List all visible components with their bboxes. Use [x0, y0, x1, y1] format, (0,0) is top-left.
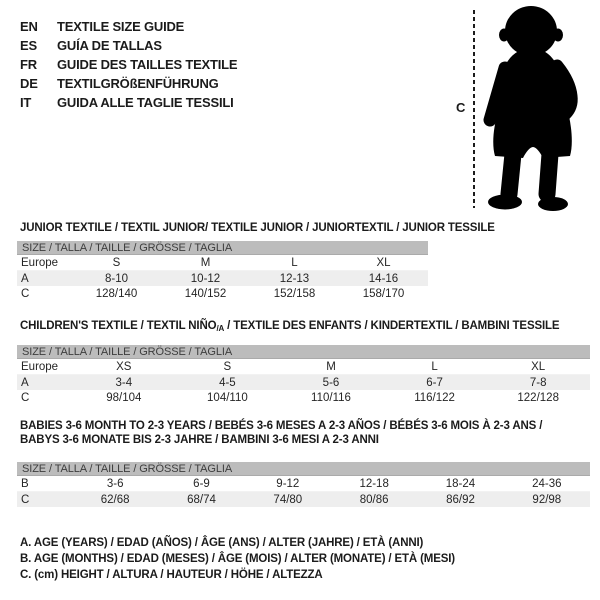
babies-title-line2: BABYS 3-6 MONATE BIS 2-3 JAHRE / BAMBINI 3-6 MESI A 2-3 ANNI: [20, 434, 379, 446]
babies-table-title: [20, 419, 542, 447]
language-row: [20, 55, 237, 74]
size-cell: 3-6: [72, 476, 158, 492]
table-row: [17, 271, 428, 287]
size-cell: 3-4: [115, 376, 133, 389]
language-title: GUÍA DE TALLAS: [57, 38, 162, 53]
language-title: TEXTILE SIZE GUIDE: [57, 19, 185, 34]
size-header-bar: SIZE / TALLA / TAILLE / GRÖSSE / TAGLIA: [17, 462, 590, 476]
row-label: B: [17, 476, 72, 492]
size-cell: S: [176, 359, 280, 375]
language-row: [20, 74, 237, 93]
row-label: C: [21, 493, 30, 506]
table-row: [17, 359, 590, 375]
table-row: [17, 286, 428, 301]
row-label: C: [21, 391, 30, 404]
footnote-age-months: B. AGE (MONTHS) / EDAD (MESES) / ÂGE (MOIS) / ALTER (MONATE) / ETÀ (MESI): [20, 553, 455, 565]
size-cell: 122/128: [517, 391, 559, 404]
size-cell: 98/104: [106, 391, 142, 404]
language-title: TEXTILGRÖßENFÜHRUNG: [57, 76, 219, 91]
size-cell: 14-16: [368, 272, 399, 285]
language-code: IT: [20, 95, 32, 110]
language-row: [20, 93, 237, 112]
children-size-table: [17, 345, 590, 405]
size-cell: S: [72, 255, 161, 271]
babies-size-table: [17, 462, 590, 507]
row-label: Europe: [17, 255, 72, 271]
size-cell: L: [383, 359, 487, 375]
footnote-age-years: A. AGE (YEARS) / EDAD (AÑOS) / ÂGE (ANS) / ALTER (JAHRE) / ETÀ (ANNI): [20, 537, 424, 549]
babies-title-line1: BABIES 3-6 MONTH TO 2-3 YEARS / BEBÉS 3-6 MESES A 2-3 AÑOS / BÉBÉS 3-6 MOIS À 2-3 ANS /: [20, 420, 543, 432]
size-cell: 24-36: [504, 476, 590, 492]
junior-table-title: JUNIOR TEXTILE / TEXTIL JUNIOR/ TEXTILE JUNIOR / JUNIORTEXTIL / JUNIOR TESSILE: [20, 222, 495, 234]
table-row: [17, 476, 590, 492]
size-cell: 80/86: [359, 493, 389, 506]
row-label: C: [21, 287, 30, 300]
size-cell: 68/74: [187, 493, 216, 506]
height-measure-dotted-line: [473, 10, 475, 208]
size-cell: 74/80: [273, 493, 303, 506]
height-measure-label: C: [456, 100, 466, 115]
size-cell: 110/116: [311, 391, 351, 404]
table-row: [17, 390, 590, 405]
junior-size-table: [17, 241, 428, 301]
size-cell: 5-6: [322, 376, 340, 389]
size-cell: 104/110: [207, 391, 248, 404]
footnotes: [20, 535, 455, 583]
size-cell: 10-12: [190, 272, 221, 285]
language-title-block: [20, 17, 237, 112]
size-cell: 152/158: [273, 287, 316, 300]
size-cell: 6-9: [158, 476, 244, 492]
language-row: [20, 36, 237, 55]
size-cell: 12-18: [331, 476, 417, 492]
size-cell: 86/92: [446, 493, 475, 506]
size-cell: XS: [72, 359, 176, 375]
size-cell: M: [161, 255, 250, 271]
size-header-bar: SIZE / TALLA / TAILLE / GRÖSSE / TAGLIA: [17, 241, 428, 255]
size-cell: 128/140: [95, 287, 138, 300]
size-cell: 140/152: [184, 287, 227, 300]
language-row: [20, 17, 237, 36]
size-cell: XL: [486, 359, 590, 375]
language-code: ES: [20, 38, 37, 53]
size-cell: M: [279, 359, 383, 375]
size-cell: 62/68: [100, 493, 130, 506]
size-cell: 116/122: [414, 391, 455, 404]
children-title-sub: /A: [216, 324, 225, 333]
size-cell: 7-8: [529, 376, 547, 389]
language-title: GUIDE DES TAILLES TEXTILE: [57, 57, 238, 72]
language-code: FR: [20, 57, 37, 72]
size-cell: 4-5: [219, 376, 236, 389]
table-row: [17, 492, 590, 508]
language-code: EN: [20, 19, 38, 34]
row-label: A: [21, 376, 29, 389]
language-code: DE: [20, 76, 38, 91]
table-row: [17, 255, 428, 271]
toddler-silhouette-image: [481, 4, 586, 214]
size-cell: L: [250, 255, 339, 271]
size-cell: 12-13: [279, 272, 310, 285]
children-table-title: [20, 319, 559, 336]
table-row: [17, 375, 590, 391]
children-title-post: / TEXTILE DES ENFANTS / KINDERTEXTIL / BAMBINI TESSILE: [224, 320, 560, 332]
row-label: A: [21, 272, 29, 285]
size-cell: XL: [339, 255, 428, 271]
size-header-bar: SIZE / TALLA / TAILLE / GRÖSSE / TAGLIA: [17, 345, 590, 359]
size-cell: 18-24: [417, 476, 503, 492]
size-cell: 9-12: [245, 476, 331, 492]
row-label: Europe: [17, 359, 72, 375]
size-cell: 158/170: [362, 287, 405, 300]
size-cell: 6-7: [426, 376, 443, 389]
size-cell: 8-10: [104, 272, 129, 285]
footnote-height-cm: C. (cm) HEIGHT / ALTURA / HAUTEUR / HÖHE / ALTEZZA: [20, 569, 323, 581]
language-title: GUIDA ALLE TAGLIE TESSILI: [57, 95, 234, 110]
size-cell: 92/98: [532, 493, 562, 506]
children-title-pre: CHILDREN'S TEXTILE / TEXTIL NIÑO: [20, 320, 217, 332]
